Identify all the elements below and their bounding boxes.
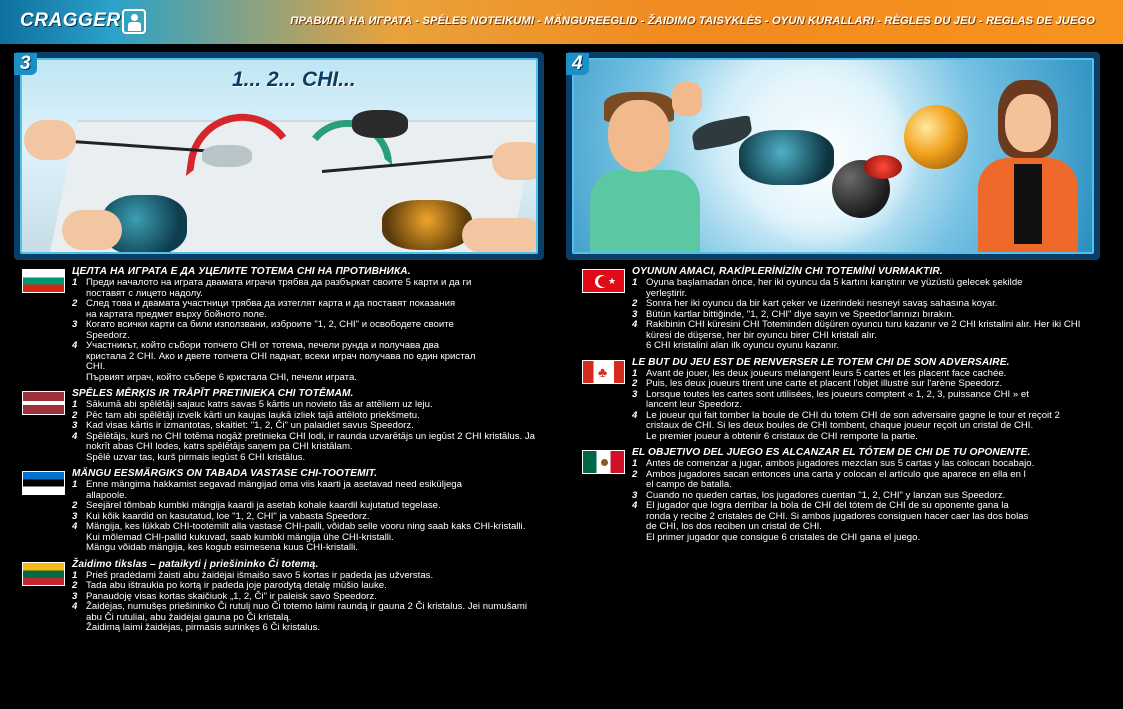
turkey-flag-icon: ★: [582, 269, 625, 293]
rule-item: 1 Oyuna başlamadan önce, her iki oyuncu da 5 kartını karıştırır ve yüzüstü gelecek şekilde yerleştirir.: [632, 277, 1023, 299]
section-heading: SPĒLES MĒRĶIS IR TRĀPĪT PRETINIEKA CHI TOTĒMAM.: [72, 388, 354, 399]
player-hand: [462, 218, 538, 252]
eagle-figure: [352, 110, 408, 138]
step-number-4: 4: [566, 53, 589, 75]
section-heading: EL OBJETIVO DEL JUEGO ES ALCANZAR EL TÓTEM DE CHI DE TU OPONENTE.: [632, 447, 1031, 458]
rule-item: 1 Преди началото на играта двамата играчи трябва да разбъркат своите 5 карти и да ги поставят с лицето надолу.: [72, 277, 472, 299]
blue-speedor: [739, 130, 834, 185]
rule-item: 3 Kad visas kārtis ir izmantotas, skaitiet: "1, 2, Či" un palaidiet savus Speedorz.: [72, 420, 414, 431]
battle-item: [202, 145, 252, 167]
rule-item: 1 Avant de jouer, les deux joueurs mélangent leurs 5 cartes et les placent face cachée.: [632, 367, 1007, 379]
estonia-flag-icon: [22, 471, 65, 495]
rule-item: 2 Sonra her iki oyuncu da bir kart çeker ve üzerindeki nesneyi savaş sahasına koyar.: [632, 298, 998, 309]
rule-item: 2 Ambos jugadores sacan entonces una carta y colocan el artículo que aparece en ella en l el campo de batalla.: [632, 468, 1026, 490]
rules-section-lv: [22, 388, 562, 463]
player-hand: [492, 142, 538, 180]
step-3-caption: 1... 2... CHI...: [232, 68, 356, 91]
rule-item: 3 Cuando no queden cartas, los jugadores cuentan "1, 2, CHI" y lanzan sus Speedorz.: [632, 489, 1006, 501]
rule-item: 2 След това и двамата участници трябва да изтеглят карта и да поставят показания на картата предмет върху бойното поле.: [72, 298, 456, 320]
battle-table-scene: [22, 60, 536, 252]
cheering-boy: [590, 90, 700, 254]
section-heading: OYUNUN AMACI, RAKİPLERİNİZİN CHI TOTEMİNİ VURMAKTIR.: [632, 266, 943, 277]
lithuania-flag-icon: [22, 562, 65, 586]
rules-column-right: [582, 266, 1102, 548]
step-3-illustration: [14, 52, 544, 260]
player-girl: [978, 80, 1078, 254]
rule-item: 3 Lorsque toutes les cartes sont utilisées, les joueurs comptent « 1, 2, 3, puissance CHI » et lancent leur Speedorz.: [632, 388, 1029, 410]
rules-section-tr: [582, 266, 1102, 352]
minifigure-icon: [122, 9, 146, 34]
rule-item: 2 Puis, les deux joueurs tirent une carte et placent l'objet illustré sur l'arène Speedorz.: [632, 378, 1003, 389]
rules-section-fr: [582, 357, 1102, 443]
bulgaria-flag-icon: [22, 269, 65, 293]
rules-section-lt: [22, 559, 562, 634]
rule-item: 1 Prieš pradėdami žaisti abu žaidėjai išmaišo savo 5 kortas ir padeda jas užverstas.: [72, 569, 434, 581]
section-heading: MÄNGU EESMÄRGIKS ON TABADA VASTASE CHI-TOOTEMIT.: [72, 468, 378, 479]
rules-column-left: [22, 266, 562, 639]
rule-item: 2 Tada abu ištraukia po kortą ir padeda joje parodytą detalę mūšio lauke.: [72, 580, 387, 591]
step-4-illustration: [566, 52, 1100, 260]
rule-item: 1 Sākumā abi spēlētāji sajauc katrs savas 5 kārtis un novieto tās ar attēliem uz leju.: [72, 399, 433, 410]
section-heading: LE BUT DU JEU EST DE RENVERSER LE TOTEM CHI DE SON ADVERSAIRE.: [632, 356, 1010, 368]
rules-section-bg: [22, 266, 562, 383]
canada-flag-icon: ♣: [582, 360, 625, 384]
rule-item: 3 Panaudoję visas kortas skaičiuok „1, 2, Či" ir paleisk savo Speedorz.: [72, 590, 377, 602]
rule-item: 4 Le joueur qui fait tomber la boule de CHI du totem CHI de son adversaire gagne le tour et reçoit 2 cristaux de CHI. Si les deux boules de CHI tombent, chaque joueur reçoit un cristal de CHI. Le premier joueur à obtenir 6 cristaux de CHI remporte la partie.: [632, 409, 1060, 442]
header-banner: [0, 0, 1123, 44]
chi-totem-base: [864, 155, 902, 179]
impact-scene: [574, 60, 1092, 252]
rule-item: 1 Antes de comenzar a jugar, ambos jugadores mezclan sus 5 cartas y las colocan bocabajo.: [632, 458, 1035, 469]
brand-title: CRAGGER: [20, 10, 121, 31]
player-hand: [62, 210, 122, 250]
rule-item: 3 Когато всички карти са били използвани, изброите "1, 2, CHI" и освободете своите Speedorz.: [72, 319, 454, 341]
step-number-3: 3: [14, 53, 37, 75]
gold-chi-orb: [904, 105, 968, 169]
rule-item: 4 El jugador que logra derribar la bola de CHI del tótem de CHI de su oponente gana la ronda y recibe 2 cristales de CHI. Si ambos jugadores consiguen hacer caer las dos bolas de CHI, los dos reciben un cristal de CHI. El primer jugador que consigue 6 cristales de CHI gana el juego.: [632, 500, 1029, 543]
section-heading: Žaidimo tikslas – pataikyti į priešininko Či totemą.: [72, 558, 319, 570]
mexico-flag-icon: [582, 450, 625, 474]
rule-item: 4 Spēlētājs, kurš no CHI totēma nogāž pretinieka CHI lodi, ir raunda uzvarētājs un iegūst 2 CHI kristālus. Ja nokrīt abas CHI lodes, katrs spēlētājs saņem pa CHI kristālam. Spēlē uzvar tas, kurš pirmais iegūst 6 CHI kristālus.: [72, 430, 535, 463]
player-hand: [24, 120, 76, 160]
latvia-flag-icon: [22, 391, 65, 415]
rule-item: 3 Kui kõik kaardid on kasutatud, loe "1, 2, CHI" ja vabasta Speedorz.: [72, 510, 370, 522]
rule-item: 4 Rakibinin CHI küresini CHI Toteminden düşüren oyuncu turu kazanır ve 2 CHI kristalini alır. Her iki CHI küresi de düşerse, her bir oyuncu birer CHI kristali alır. 6 CHI kristalini alan ilk oyuncu oyunu kazanır.: [632, 319, 1081, 351]
rules-section-et: [22, 468, 562, 554]
rule-item: 4 Žaidėjas, numušęs priešininko Či rutulį nuo Či totemo laimi raundą ir gauna 2 Či kristalus. Jei numušami abu Či rutuliai, abu žaidėjai gauna po Či kristalą. Žaidimą laimi žaidėjas, pirmasis surinkęs 6 Či kristalus.: [72, 601, 527, 633]
rule-item: 2 Pēc tam abi spēlētāji izvelk kārti un kaujas laukā izliek tajā attēloto priekšmetu.: [72, 409, 420, 421]
rule-item: 2 Seejärel tõmbab kumbki mängija kaardi ja asetab kohale kaardil kujutatud tegelase.: [72, 500, 441, 511]
rule-item: 3 Bütün kartlar bittiğinde, "1, 2, CHI" diye sayın ve Speedor'larınızı bırakın.: [632, 308, 955, 320]
section-heading: ЦЕЛТА НА ИГРАТА Е ДА УЦЕЛИТЕ ТОТЕМА CHI НА ПРОТИВНИКА.: [72, 266, 411, 277]
rules-title: ПРАВИЛА НА ИГРАТА - SPĒLES NOTEIKUMI - MÄNGUREEGLID - ŽAIDIMO TAISYKLĖS - OYUN KURALLARI - RÈGLES DU JEU - REGLAS DE JUEGO: [290, 15, 1095, 27]
rule-item: 4 Участникът, който събори топчето CHI от тотема, печели рунда и получава два кристала 2 CHI. Ако и двете топчета CHI паднат, всеки играч получава по един кристал CHI. Първият играч, който събере 6 кристала CHI, печели играта.: [72, 340, 476, 383]
gold-speedor: [382, 200, 472, 250]
rule-item: 4 Mängija, kes lükkab CHI-tootemilt alla vastase CHI-palli, võidab selle vooru ning saab kaks CHI-kristalli. Kui mõlemad CHI-pallid kukuvad, saab kumbki mängija ühe CHI-kristalli. Mängu võidab mängija, kes kogub esimesena kuus CHI-kristalli.: [72, 521, 526, 553]
rules-section-es: [582, 447, 1102, 543]
rule-item: 1 Enne mängima hakkamist segavad mängijad oma viis kaarti ja asetavad need esiküljega allapoole.: [72, 479, 462, 501]
